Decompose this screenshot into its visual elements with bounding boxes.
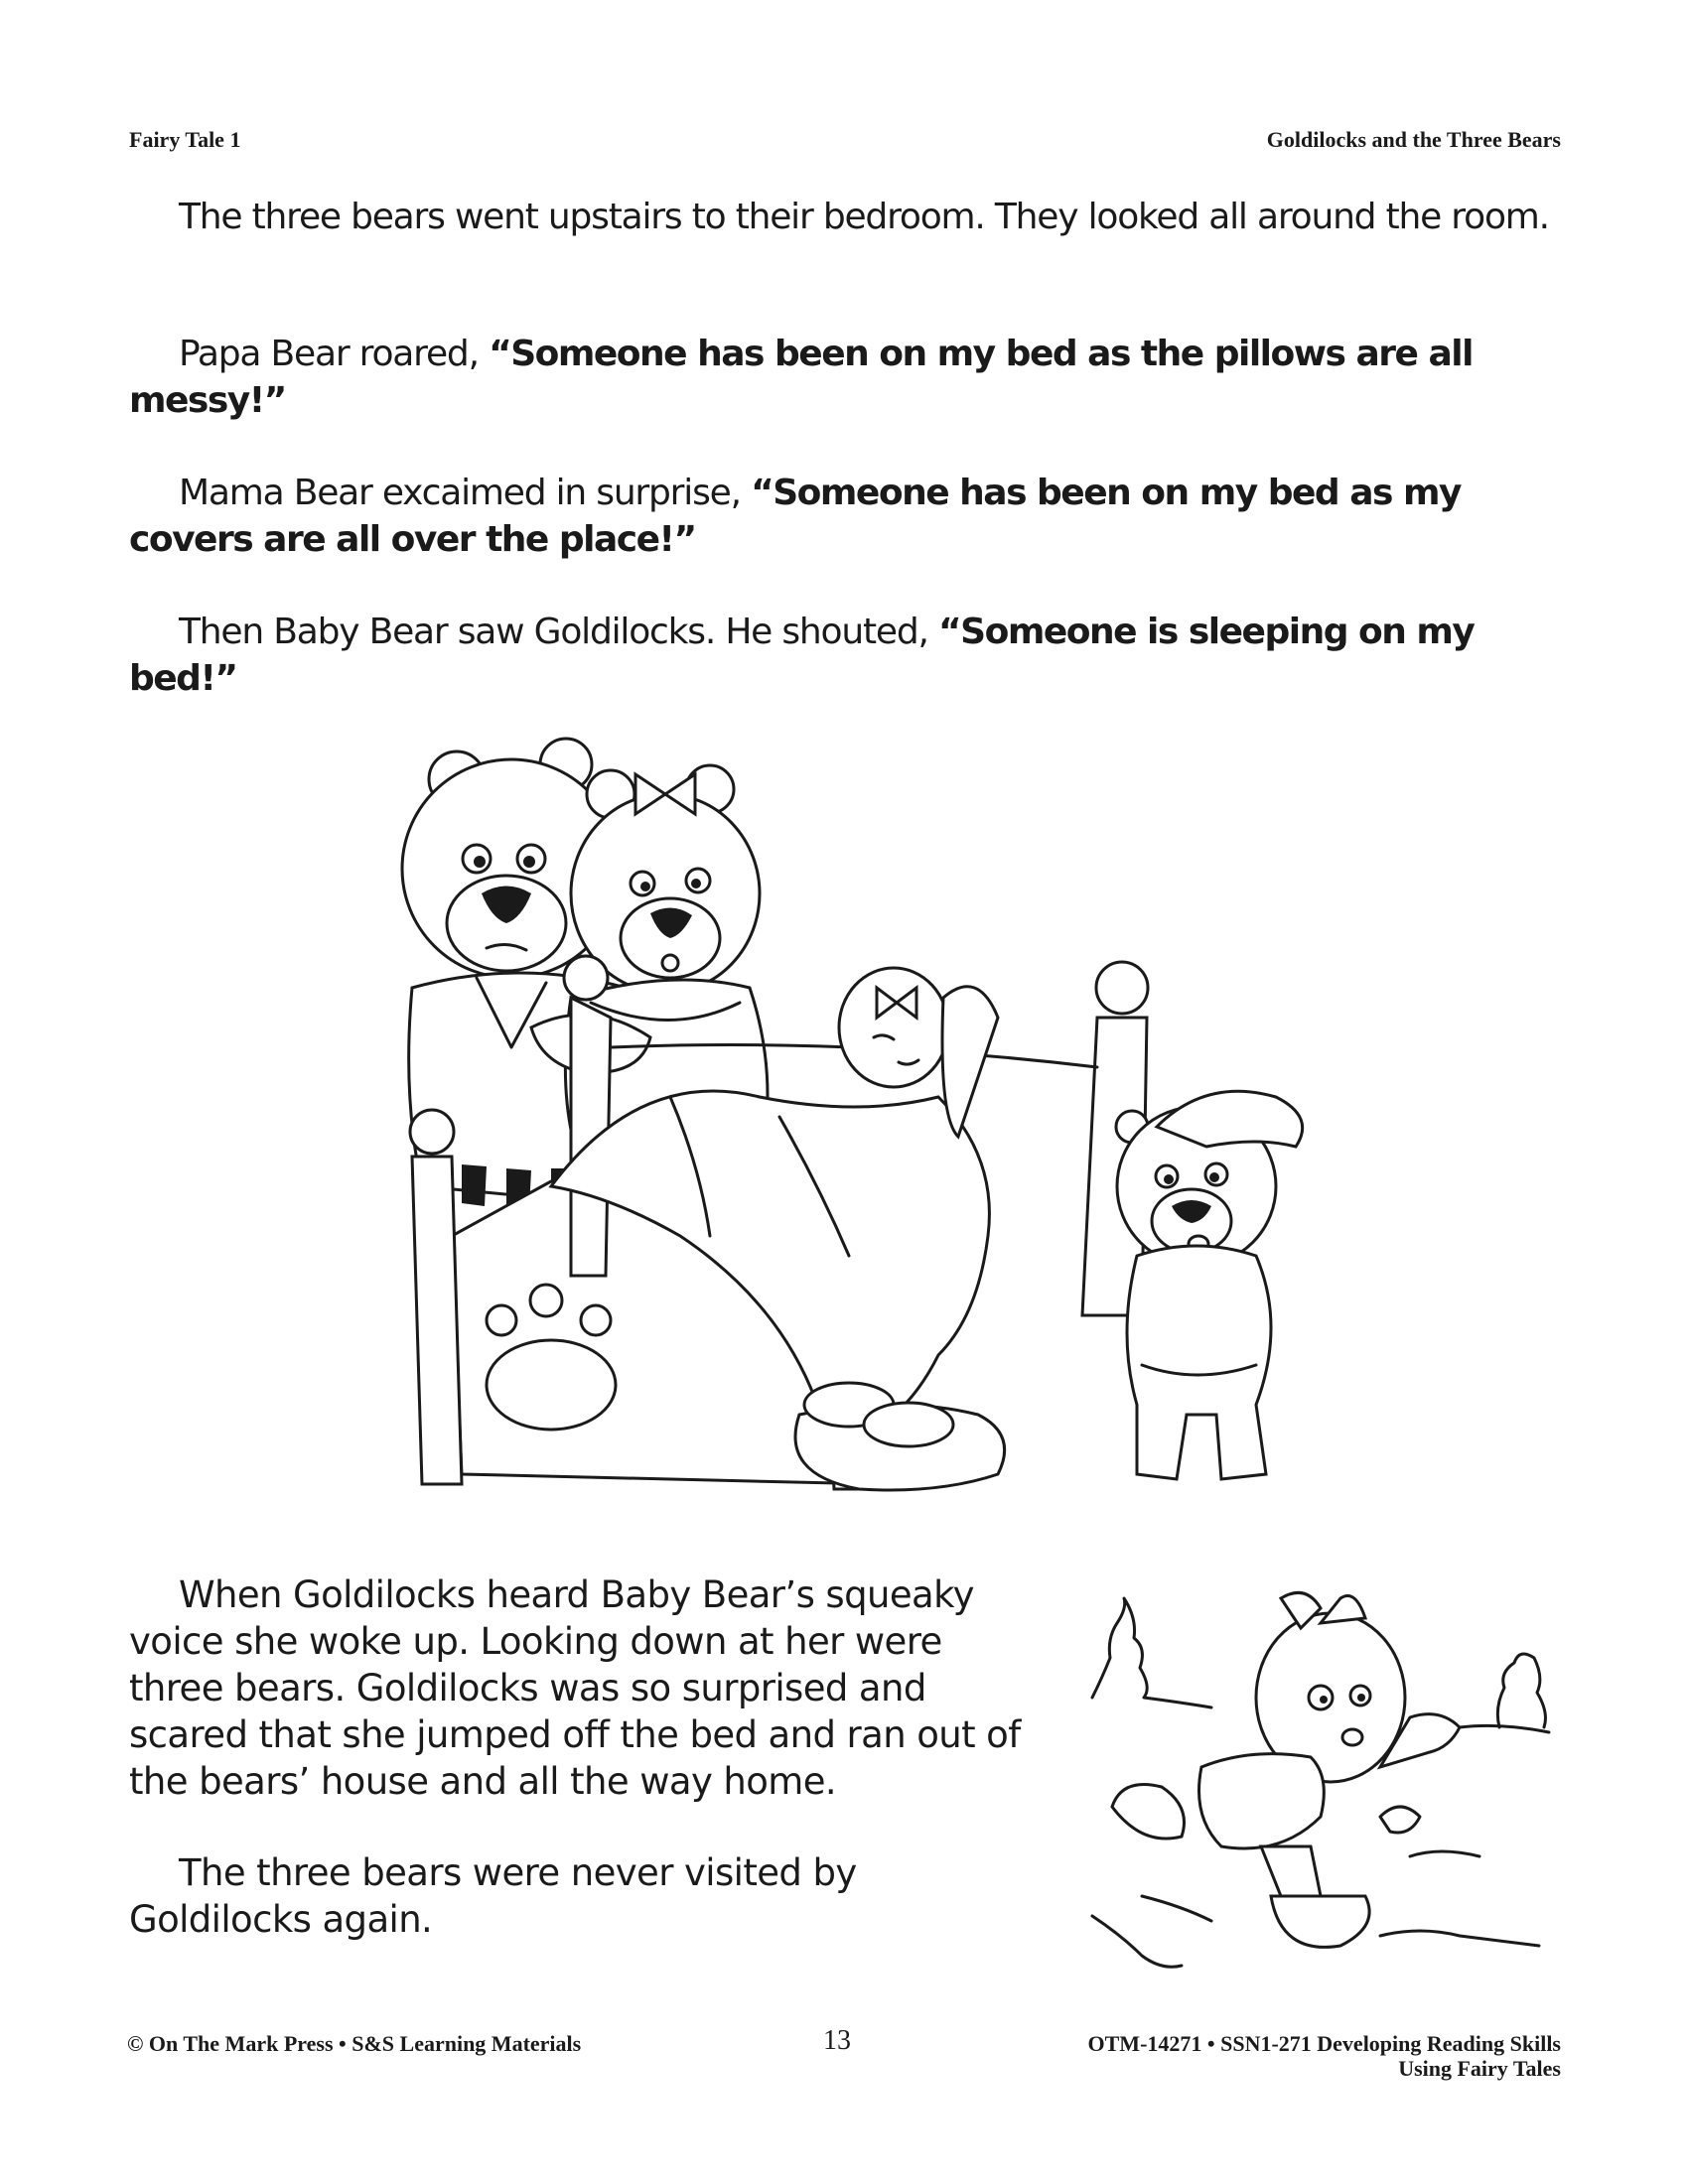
header-section-label: Fairy Tale 1	[129, 127, 241, 152]
footer-publisher: © On The Mark Press • S&S Learning Materials	[127, 2031, 582, 2056]
story-paragraph-2	[129, 331, 1559, 424]
papa-bear-quote: “Someone has been on my bed as the pillows are all messy!”	[129, 334, 1473, 421]
paragraph-text: The three bears were never visited by Goldilocks again.	[129, 1851, 857, 1941]
bears-and-bed-drawing	[382, 720, 1326, 1494]
paragraph-text: Mama Bear excaimed in surprise,	[179, 473, 752, 513]
story-paragraph-6	[129, 1849, 1043, 1943]
story-paragraph-4	[129, 609, 1559, 702]
paragraph-text: Then Baby Bear saw Goldilocks. He shouted,	[179, 612, 938, 652]
paragraph-text: When Goldilocks heard Baby Bear’s squeaky voice she woke up. Looking down at her were three bears. Goldilocks was so surprised and scared that she jumped off the bed and ran out of the bears’ house and all the way home.	[129, 1573, 1021, 1803]
paragraph-text: The three bears went upstairs to their bedroom. They looked all around the room.	[179, 197, 1549, 237]
paragraph-text: Papa Bear roared,	[179, 334, 490, 374]
story-paragraph-5	[129, 1571, 1043, 1805]
baby-bear-quote: “Someone is sleeping on my bed!”	[129, 612, 1475, 699]
page-number: 13	[823, 2025, 851, 2056]
footer-book-title: Using Fairy Tales	[1398, 2056, 1561, 2081]
story-paragraph-3	[129, 470, 1559, 563]
goldilocks-running-drawing	[1082, 1578, 1589, 1976]
footer-product-code: OTM-14271 • SSN1-271 Developing Reading Skills	[1087, 2031, 1561, 2056]
mama-bear-quote: “Someone has been on my bed as my covers are all over the place!”	[129, 473, 1461, 560]
goldilocks-running-illustration	[1082, 1578, 1589, 1976]
baby-bear-figure	[1116, 1091, 1303, 1479]
header-story-title: Goldilocks and the Three Bears	[1266, 127, 1561, 152]
three-bears-bedroom-illustration	[382, 720, 1326, 1494]
story-paragraph-1	[129, 194, 1559, 240]
